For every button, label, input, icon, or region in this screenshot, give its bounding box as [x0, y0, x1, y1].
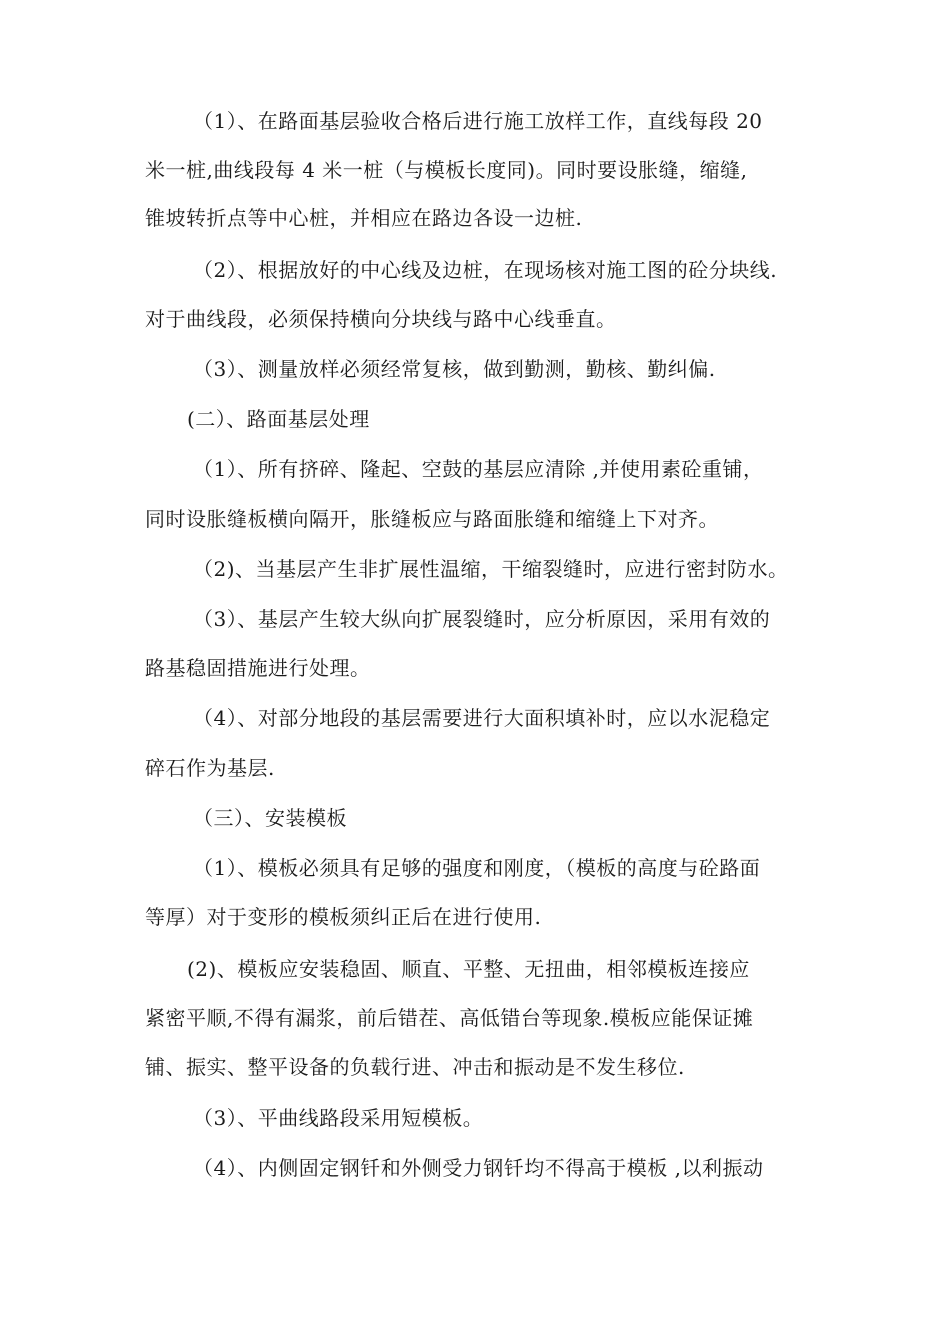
text-line: （4）、内侧固定钢钎和外侧受力钢钎均不得高于模板 ,以利振动 — [193, 1156, 764, 1180]
text-line: 紧密平顺,不得有漏浆，前后错茬、高低错台等现象.模板应能保证摊 — [145, 1006, 754, 1030]
text-line: （4）、对部分地段的基层需要进行大面积填补时，应以水泥稳定 — [193, 706, 771, 730]
text-line: （3）、基层产生较大纵向扩展裂缝时，应分析原因，采用有效的 — [193, 607, 771, 631]
text-line: 铺、振实、整平设备的负载行进、冲击和振动是不发生移位. — [145, 1055, 685, 1079]
text-line: （2)、当基层产生非扩展性温缩，干缩裂缝时，应进行密封防水。 — [193, 557, 789, 581]
text-line: 米一桩,曲线段每 4 米一桩（与模板长度同)。同时要设胀缝，缩缝, — [145, 158, 748, 182]
text-line: 碎石作为基层. — [145, 756, 275, 780]
text-line: (2)、模板应安装稳固、顺直、平整、无扭曲，相邻模板连接应 — [187, 957, 750, 981]
text-line: 等厚）对于变形的模板须纠正后在进行使用. — [145, 905, 542, 929]
text-line: 同时设胀缝板横向隔开，胀缝板应与路面胀缝和缩缝上下对齐。 — [145, 507, 719, 531]
text-line: （1）、模板必须具有足够的强度和刚度，（模板的高度与砼路面 — [193, 856, 761, 880]
text-line: 路基稳固措施进行处理。 — [145, 656, 371, 680]
text-line: （1）、在路面基层验收合格后进行施工放样工作，直线每段 20 — [193, 109, 763, 133]
text-line: 锥坡转折点等中心桩，并相应在路边各设一边桩. — [145, 206, 583, 230]
text-line: （3）、平曲线路段采用短模板。 — [193, 1106, 484, 1130]
text-line: （3）、测量放样必须经常复核，做到勤测，勤核、勤纠偏. — [193, 357, 716, 381]
text-line: （2）、根据放好的中心线及边桩，在现场核对施工图的砼分块线. — [193, 258, 778, 282]
text-line: 对于曲线段，必须保持横向分块线与路中心线垂直。 — [145, 307, 617, 331]
text-line: （1）、所有挤碎、隆起、空鼓的基层应清除 ,并使用素砼重铺， — [193, 457, 764, 481]
section-heading: （三）、安装模板 — [193, 806, 347, 830]
section-heading: (二）、路面基层处理 — [187, 407, 370, 431]
